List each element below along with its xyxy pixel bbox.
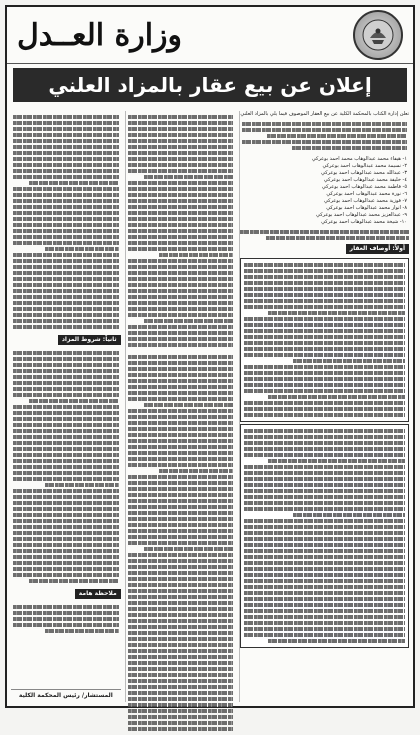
property-description-box bbox=[240, 258, 409, 422]
column-left bbox=[11, 111, 121, 702]
signature-line: المستشار/ رئيس المحكمة الكلية bbox=[11, 689, 121, 700]
party-item: ١٠- شيخة محمد عبدالوهاب احمد بوعركي bbox=[321, 219, 407, 225]
announcement-title: إعلان عن بيع عقار بالمزاد العلني bbox=[13, 68, 407, 102]
party-item: ٦- نورة محمد عبدالوهاب احمد بوعركي bbox=[326, 191, 407, 197]
notes-section-label: ملاحظة هامة bbox=[75, 589, 121, 599]
intro-text: تعلن إدارة الكتاب بالمحكمة الكلية عن بيع العقار الموصوف فيما يلي بالمزاد العلني bbox=[240, 111, 409, 117]
party-item: ٧- فوزية محمد عبدالوهاب احمد بوعركي bbox=[323, 198, 407, 204]
ministry-name: وزارة العــدل bbox=[17, 17, 183, 53]
parties-list bbox=[240, 154, 409, 228]
property-section-label: أولاً: أوصاف العقار bbox=[346, 244, 409, 254]
party-item: ٩- عبدالعزيز محمد عبدالوهاب احمد بوعركي bbox=[316, 212, 407, 218]
party-item: ٥- فاطمة محمد عبدالوهاب احمد بوعركي bbox=[321, 184, 407, 190]
party-item: ٢- نسيمة محمد عبدالوهاب احمد بوعركي bbox=[322, 163, 407, 169]
announcement-page bbox=[5, 5, 415, 708]
intro-lines bbox=[240, 118, 409, 154]
party-item: ٣- عبدالله محمد عبدالوهاب احمد بوعركي bbox=[321, 170, 407, 176]
party-item: ٨- انوار محمد عبدالوهاب احمد بوعركي bbox=[326, 205, 407, 211]
property-description-box-2 bbox=[240, 424, 409, 648]
middle-text-1 bbox=[126, 111, 236, 351]
left-text-1 bbox=[11, 111, 121, 333]
column-right bbox=[239, 111, 409, 702]
announcement-body bbox=[11, 111, 409, 702]
terms-section-label: ثانياً: شروط المزاد bbox=[58, 335, 121, 345]
kuwait-emblem-icon bbox=[353, 10, 403, 60]
notes-text bbox=[11, 601, 121, 637]
party-item: ١- هيفاء محمد عبدالوهاب محمد احمد بوعركي bbox=[311, 156, 407, 162]
party-item: ٤- خليفة محمد عبدالوهاب احمد بوعركي bbox=[323, 177, 407, 183]
middle-text-2 bbox=[126, 351, 236, 735]
masthead bbox=[7, 7, 413, 64]
terms-text bbox=[11, 347, 121, 587]
column-middle bbox=[125, 111, 236, 702]
